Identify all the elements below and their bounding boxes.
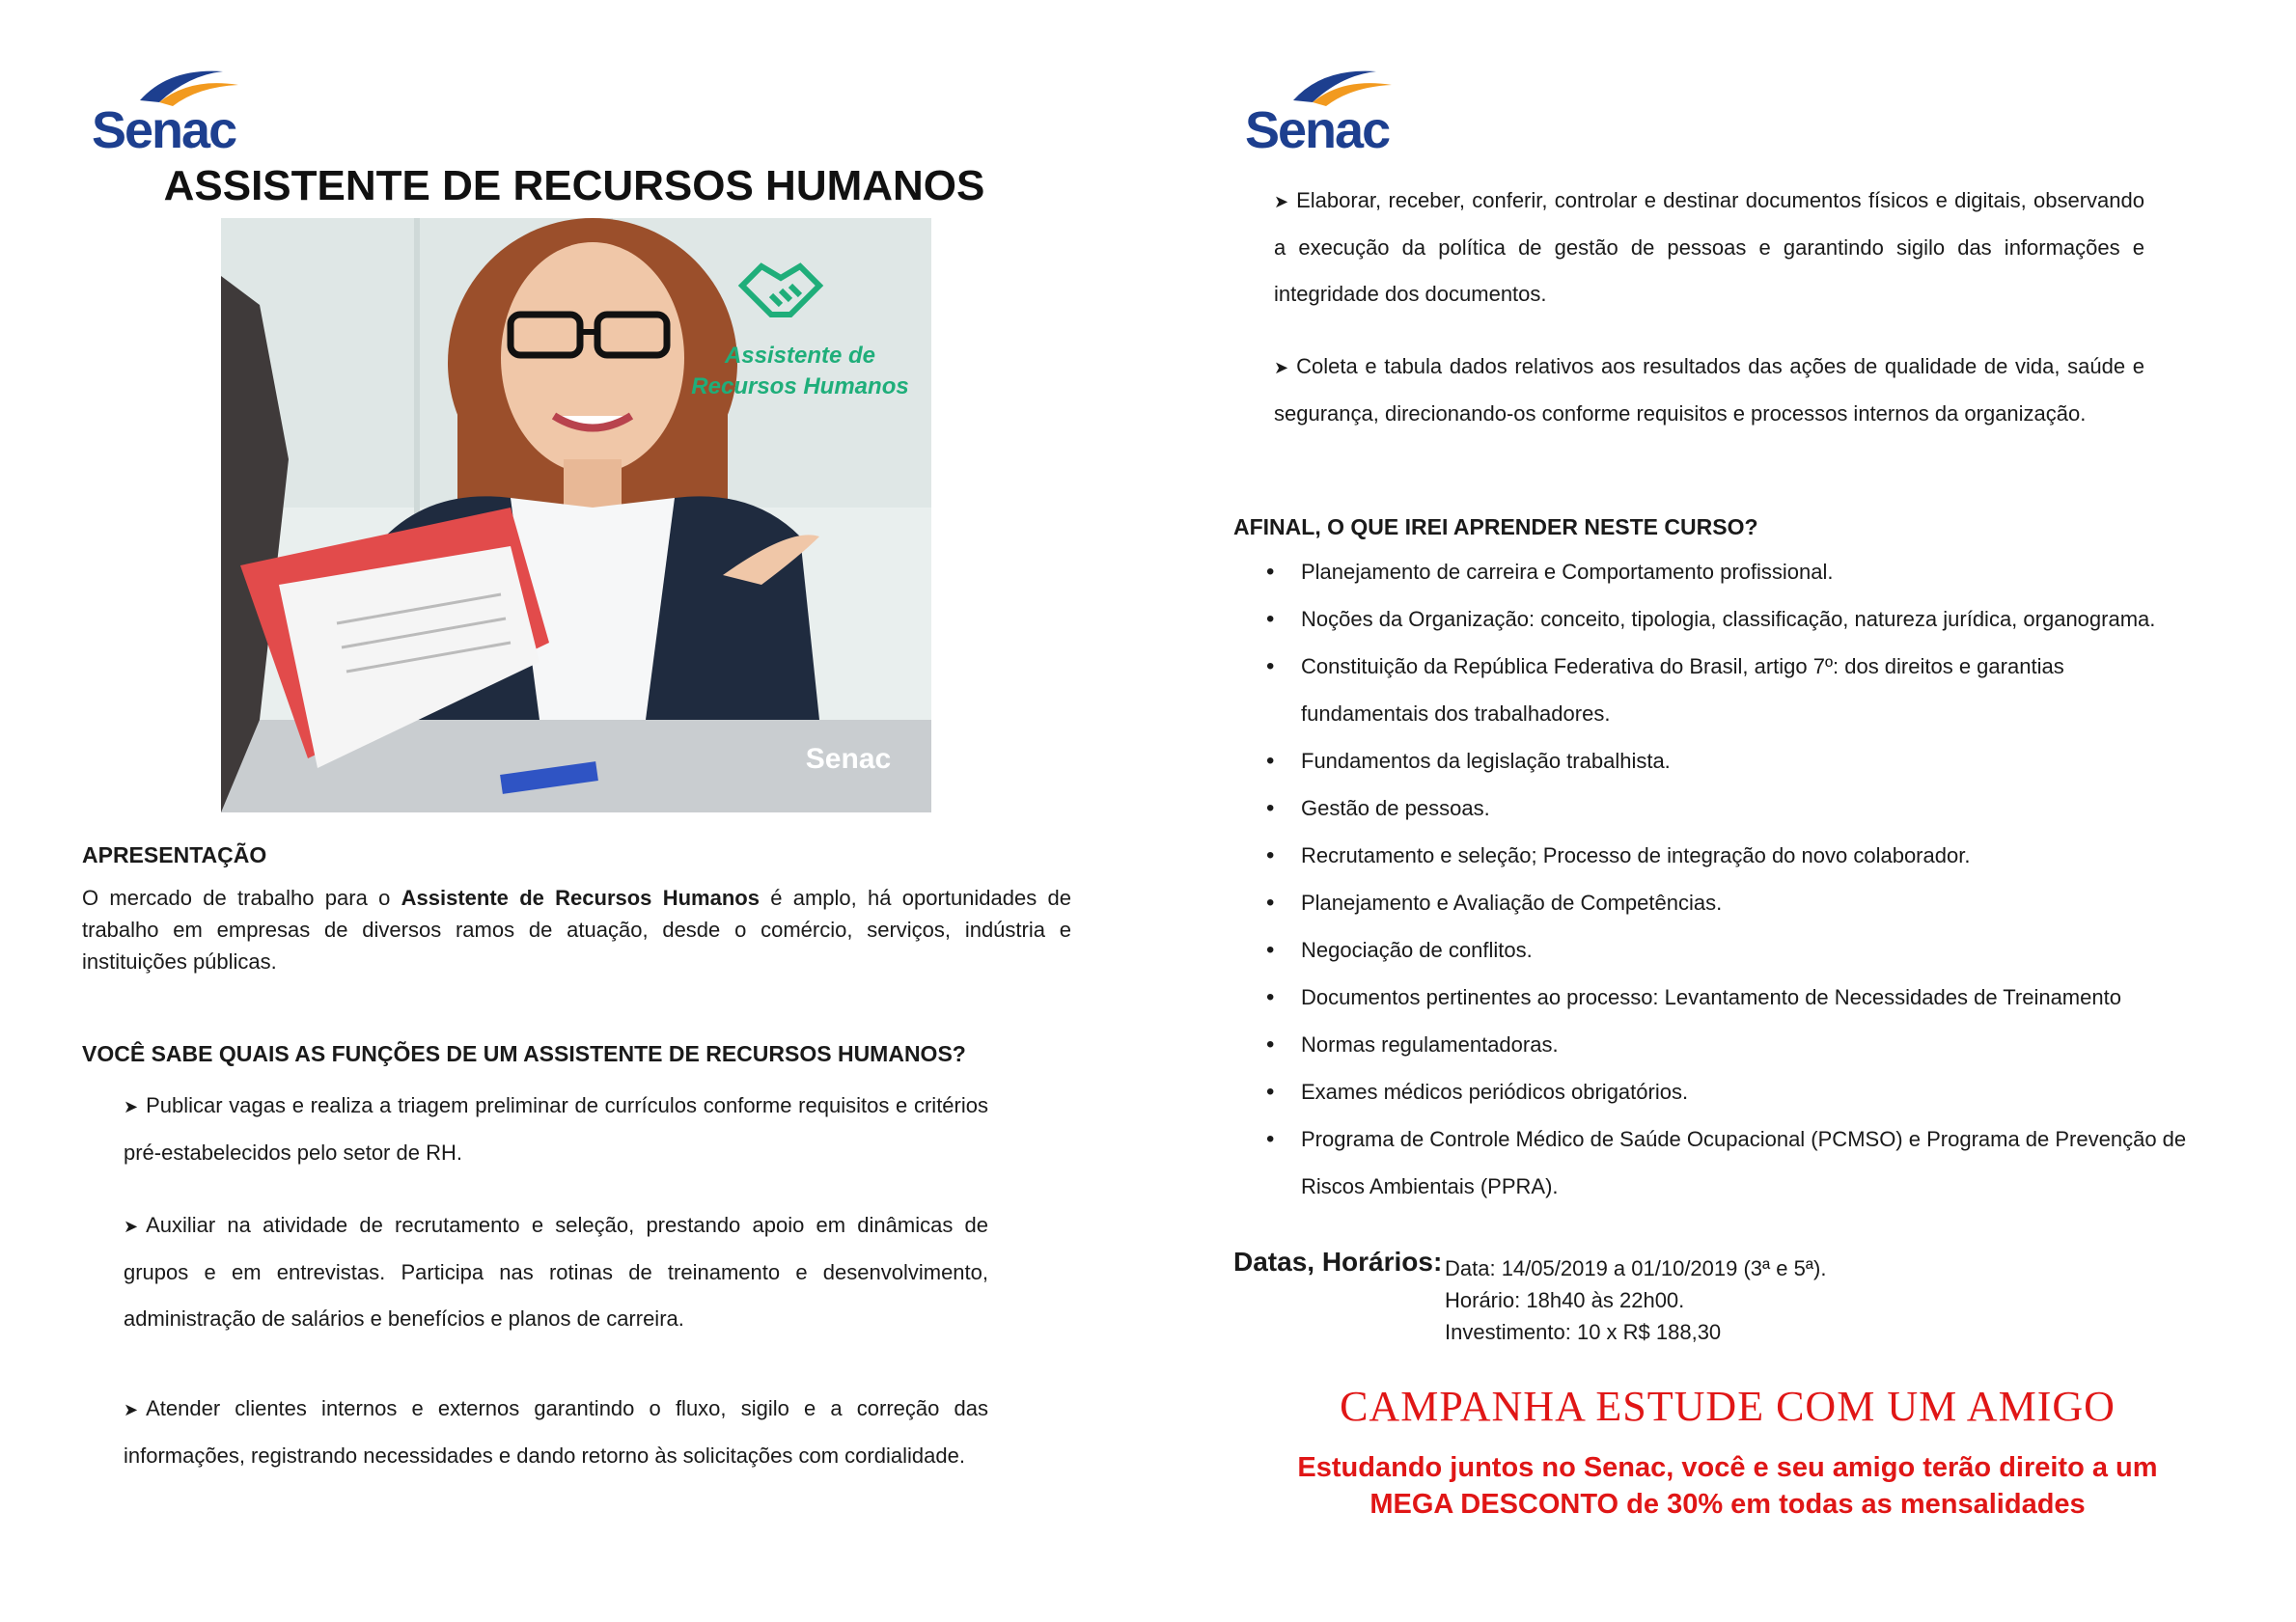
photo-watermark: Senac bbox=[805, 743, 892, 775]
schedule-lines bbox=[1445, 1252, 1826, 1348]
list-item: • Normas regulamentadoras. bbox=[1266, 1021, 2241, 1068]
aprender-list bbox=[1266, 548, 2241, 1210]
senac-logo bbox=[92, 62, 236, 159]
campaign-text bbox=[1235, 1449, 2220, 1523]
logo-wordmark: Senac bbox=[1245, 101, 1390, 159]
list-item: • Exames médicos periódicos obrigatórios. bbox=[1266, 1068, 2241, 1115]
list-item: • Documentos pertinentes ao processo: Levantamento de Necessidades de Treinamento bbox=[1266, 974, 2241, 1021]
list-item: • Noções da Organização: conceito, tipologia, classificação, natureza jurídica, organograma. bbox=[1266, 595, 2241, 643]
funcao-item-text: Coleta e tabula dados relativos aos resultados das ações de qualidade de vida, saúde e segurança, direcionando-os conforme requisitos e processos internos da organização. bbox=[1274, 354, 2144, 426]
list-item: • Gestão de pessoas. bbox=[1266, 784, 2241, 832]
list-item: • Programa de Controle Médico de Saúde Ocupacional (PCMSO) e Programa de Prevenção de Riscos Ambientais (PPRA). bbox=[1266, 1115, 2218, 1210]
apresentacao-heading: APRESENTAÇÃO bbox=[82, 842, 267, 867]
schedule-time: Horário: 18h40 às 22h00. bbox=[1445, 1288, 1685, 1312]
page-title: ASSISTENTE DE RECURSOS HUMANOS bbox=[163, 162, 985, 209]
apresentacao-text-after: é amplo, há oportunidades de trabalho em empresas de diversos ramos de atuação, desde o comércio, serviços, indústria e instituições públicas. bbox=[82, 886, 1072, 974]
photo-badge-line2: Recursos Humanos bbox=[691, 373, 909, 399]
course-photo bbox=[221, 218, 931, 812]
funcao-item-text: Auxiliar na atividade de recrutamento e seleção, prestando apoio em dinâmicas de grupos e em entrevistas. Participa nas rotinas de treinamento e desenvolvimento, administração de salários e benefícios e planos de carreira. bbox=[124, 1213, 988, 1331]
apresentacao-text-bold: Assistente de Recursos Humanos bbox=[401, 886, 760, 910]
list-item: • Recrutamento e seleção; Processo de integração do novo colaborador. bbox=[1266, 832, 2241, 879]
list-item: • Fundamentos da legislação trabalhista. bbox=[1266, 737, 2241, 784]
apresentacao-text-before: O mercado de trabalho para o bbox=[82, 886, 401, 910]
campaign-line1: Estudando juntos no Senac, você e seu amigo terão direito a um bbox=[1297, 1452, 2158, 1483]
funcao-item bbox=[1274, 344, 2144, 437]
funcao-item-text: Publicar vagas e realiza a triagem preliminar de currículos conforme requisitos e critérios pré-estabelecidos pelo setor de RH. bbox=[124, 1093, 988, 1165]
arrow-bullet-icon: ➤ bbox=[124, 1217, 139, 1236]
logo-wordmark: Senac bbox=[92, 101, 236, 159]
arrow-bullet-icon: ➤ bbox=[1274, 192, 1289, 211]
list-item: • Planejamento de carreira e Comportamento profissional. bbox=[1266, 548, 2241, 595]
senac-logo bbox=[1245, 62, 1390, 159]
funcao-item-text: Elaborar, receber, conferir, controlar e destinar documentos físicos e digitais, observando a execução da política de gestão de pessoas e garantindo sigilo das informações e integridade dos documentos. bbox=[1274, 188, 2144, 306]
list-item: • Negociação de conflitos. bbox=[1266, 926, 2241, 974]
funcao-item-text: Atender clientes internos e externos garantindo o fluxo, sigilo e a correção das informações, registrando necessidades e dando retorno às solicitações com cordialidade. bbox=[124, 1396, 988, 1468]
arrow-bullet-icon: ➤ bbox=[124, 1400, 139, 1419]
funcao-item bbox=[1274, 178, 2144, 317]
funcao-item bbox=[124, 1202, 988, 1342]
schedule-date: Data: 14/05/2019 a 01/10/2019 (3ª e 5ª). bbox=[1445, 1256, 1827, 1280]
apresentacao-text bbox=[82, 882, 1071, 977]
list-item: • Constituição da República Federativa do Brasil, artigo 7º: dos direitos e garantias fundamentais dos trabalhadores. bbox=[1266, 643, 2141, 737]
list-item: • Planejamento e Avaliação de Competências. bbox=[1266, 879, 2241, 926]
arrow-bullet-icon: ➤ bbox=[1274, 358, 1289, 377]
photo-badge-line1: Assistente de bbox=[724, 343, 876, 369]
schedule-label: Datas, Horários: bbox=[1233, 1247, 1443, 1277]
schedule-price: Investimento: 10 x R$ 188,30 bbox=[1445, 1320, 1722, 1344]
aprender-heading: AFINAL, O QUE IREI APRENDER NESTE CURSO? bbox=[1233, 514, 1758, 539]
funcao-item bbox=[124, 1386, 988, 1479]
arrow-bullet-icon: ➤ bbox=[124, 1097, 139, 1116]
campaign-title: CAMPANHA ESTUDE COM UM AMIGO bbox=[1340, 1383, 2116, 1430]
funcoes-heading: VOCÊ SABE QUAIS AS FUNÇÕES DE UM ASSISTENTE DE RECURSOS HUMANOS? bbox=[82, 1041, 966, 1066]
campaign-line2: MEGA DESCONTO de 30% em todas as mensalidades bbox=[1369, 1489, 2086, 1520]
funcao-item bbox=[124, 1083, 988, 1176]
